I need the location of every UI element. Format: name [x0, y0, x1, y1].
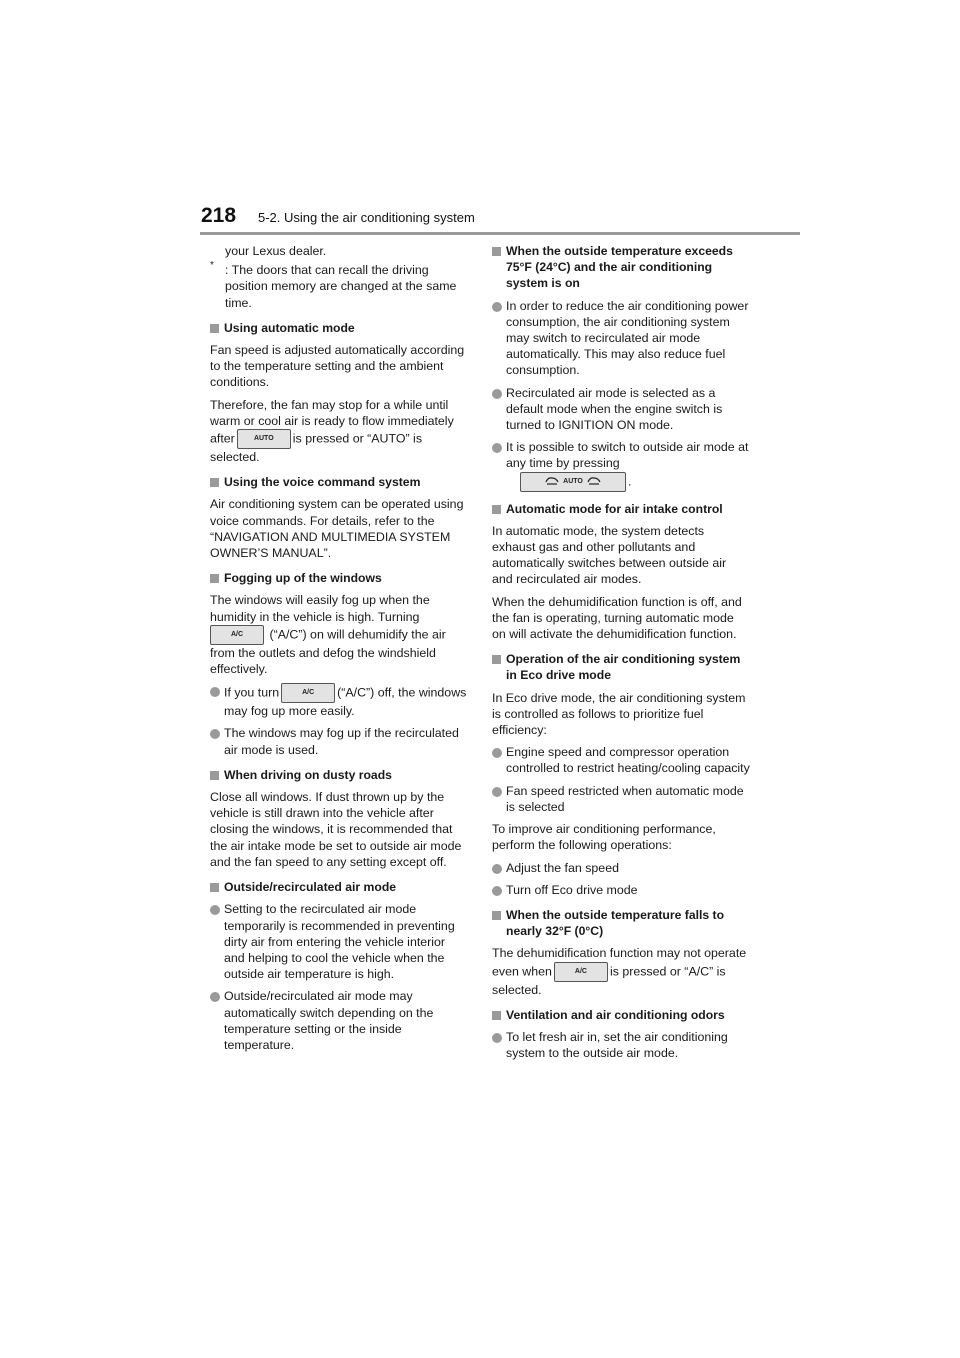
- footnote: [210, 262, 468, 311]
- square-bullet-icon: [210, 574, 219, 583]
- ac-button-icon: A/C: [210, 625, 264, 645]
- eco-text-2: To improve air conditioning performance, perform the following operations:: [492, 822, 716, 853]
- square-bullet-icon: [210, 883, 219, 892]
- heading-auto-mode: Using automatic mode: [210, 320, 468, 336]
- round-bullet-icon: [210, 687, 220, 697]
- heading-fogging: Fogging up of the windows: [210, 570, 468, 586]
- recirculation-icon: [545, 476, 559, 486]
- odors-bullet-1: To let fresh air in, set the air conditioning system to the outside air mode.: [492, 1029, 750, 1061]
- section-title: 5-2. Using the air conditioning system: [258, 210, 475, 225]
- square-bullet-icon: [492, 911, 501, 920]
- falls-text: The dehumidification function may not operate even when A/C is pressed or “A/C” is selected.: [492, 946, 747, 997]
- footnote-mark: *: [210, 260, 214, 272]
- footnote-text: : The doors that can recall the driving position memory are changed at the same time.: [225, 263, 457, 310]
- outside-bullet-1: Setting to the recirculated air mode temporarily is recommended in preventing dirty air from entering the vehicle interior and helping to cool the vehicle when the outside air temperature is high.: [210, 901, 468, 982]
- square-bullet-icon: [492, 1011, 501, 1020]
- eco-text-1: In Eco drive mode, the air conditioning system is controlled as follows to prioritize fuel efficiency:: [492, 690, 746, 738]
- auto-mode-text-1: Fan speed is adjusted automatically according to the temperature setting and the ambient conditions.: [210, 343, 465, 390]
- round-bullet-icon: [492, 787, 502, 797]
- continued-text: your Lexus dealer.: [225, 244, 327, 258]
- square-bullet-icon: [492, 247, 501, 256]
- fog-bullet-1: If you turn A/C (“A/C”) off, the windows may fog up more easily.: [210, 683, 468, 719]
- fog-bullet-2: The windows may fog up if the recirculated air mode is used.: [210, 725, 468, 757]
- outside-air-icon: [587, 476, 601, 486]
- heading-air-intake: Automatic mode for air intake control: [492, 501, 750, 517]
- heading-ventilation-odors: Ventilation and air conditioning odors: [492, 1007, 750, 1023]
- auto-button-icon: AUTO: [237, 429, 291, 449]
- round-bullet-icon: [492, 1033, 502, 1043]
- square-bullet-icon: [492, 505, 501, 514]
- round-bullet-icon: [492, 389, 502, 399]
- heading-dusty-roads: When driving on dusty roads: [210, 767, 468, 783]
- voice-text: Air conditioning system can be operated using voice commands. For details, refer to the “NAVIGATION AND MULTIMEDIA SYSTEM OWNER’S MANUAL”.: [210, 497, 464, 561]
- ac-button-icon: A/C: [281, 683, 335, 703]
- square-bullet-icon: [492, 655, 501, 664]
- round-bullet-icon: [492, 302, 502, 312]
- right-column: [492, 243, 750, 1067]
- header-divider: [200, 232, 800, 235]
- round-bullet-icon: [492, 886, 502, 896]
- exceeds-bullet-2: Recirculated air mode is selected as a default mode when the engine switch is turned to IGNITION ON mode.: [492, 385, 750, 434]
- eco-bullet-3: Adjust the fan speed: [492, 860, 750, 876]
- square-bullet-icon: [210, 478, 219, 487]
- heading-temp-exceeds: When the outside temperature exceeds 75°F (24°C) and the air conditioning system is on: [492, 243, 750, 292]
- square-bullet-icon: [210, 771, 219, 780]
- recirculation-auto-button-icon: AUTO: [520, 472, 626, 492]
- eco-bullet-2: Fan speed restricted when automatic mode is selected: [492, 783, 750, 815]
- round-bullet-icon: [210, 905, 220, 915]
- exceeds-bullet-3: It is possible to switch to outside air mode at any time by pressing AUTO .: [492, 439, 750, 491]
- heading-outside-recirculated: Outside/recirculated air mode: [210, 879, 468, 895]
- ac-button-icon: A/C: [554, 962, 608, 982]
- eco-bullet-4: Turn off Eco drive mode: [492, 882, 750, 898]
- round-bullet-icon: [210, 992, 220, 1002]
- left-column: [210, 243, 468, 1059]
- round-bullet-icon: [492, 443, 502, 453]
- intake-text-2: When the dehumidification function is off, and the fan is operating, turning automatic mode on will activate the dehumidification function.: [492, 594, 742, 642]
- heading-eco-drive: Operation of the air conditioning system in Eco drive mode: [492, 651, 750, 683]
- intake-text-1: In automatic mode, the system detects exhaust gas and other pollutants and automatically switches between outside air and recirculated air modes.: [492, 523, 727, 587]
- dusty-text: Close all windows. If dust thrown up by the vehicle is still drawn into the vehicle after closing the windows, it is recommended that the air intake mode be set to outside air mode and the fan speed to any setting except off.: [210, 790, 462, 869]
- fog-text: The windows will easily fog up when the humidity in the vehicle is high. Turning A/C (“A/C”) on will dehumidify the air from the outlets and defog the windshield effectively.: [210, 593, 446, 677]
- exceeds-bullet-1: In order to reduce the air conditioning power consumption, the air conditioning system may switch to recirculated air mode automatically. This may also reduce fuel consumption.: [492, 298, 750, 379]
- square-bullet-icon: [210, 324, 219, 333]
- eco-bullet-1: Engine speed and compressor operation controlled to restrict heating/cooling capacity: [492, 744, 750, 776]
- heading-voice-command: Using the voice command system: [210, 474, 468, 490]
- page-number: 218: [201, 204, 237, 227]
- auto-mode-text-2: Therefore, the fan may stop for a while until warm or cool air is ready to flow immediately after AUTO is pressed or “AUTO” is selected.: [210, 397, 454, 465]
- round-bullet-icon: [492, 748, 502, 758]
- outside-bullet-2: Outside/recirculated air mode may automatically switch depending on the temperature setting or the inside temperature.: [210, 988, 468, 1053]
- round-bullet-icon: [210, 729, 220, 739]
- round-bullet-icon: [492, 864, 502, 874]
- heading-temp-falls: When the outside temperature falls to nearly 32°F (0°C): [492, 907, 750, 939]
